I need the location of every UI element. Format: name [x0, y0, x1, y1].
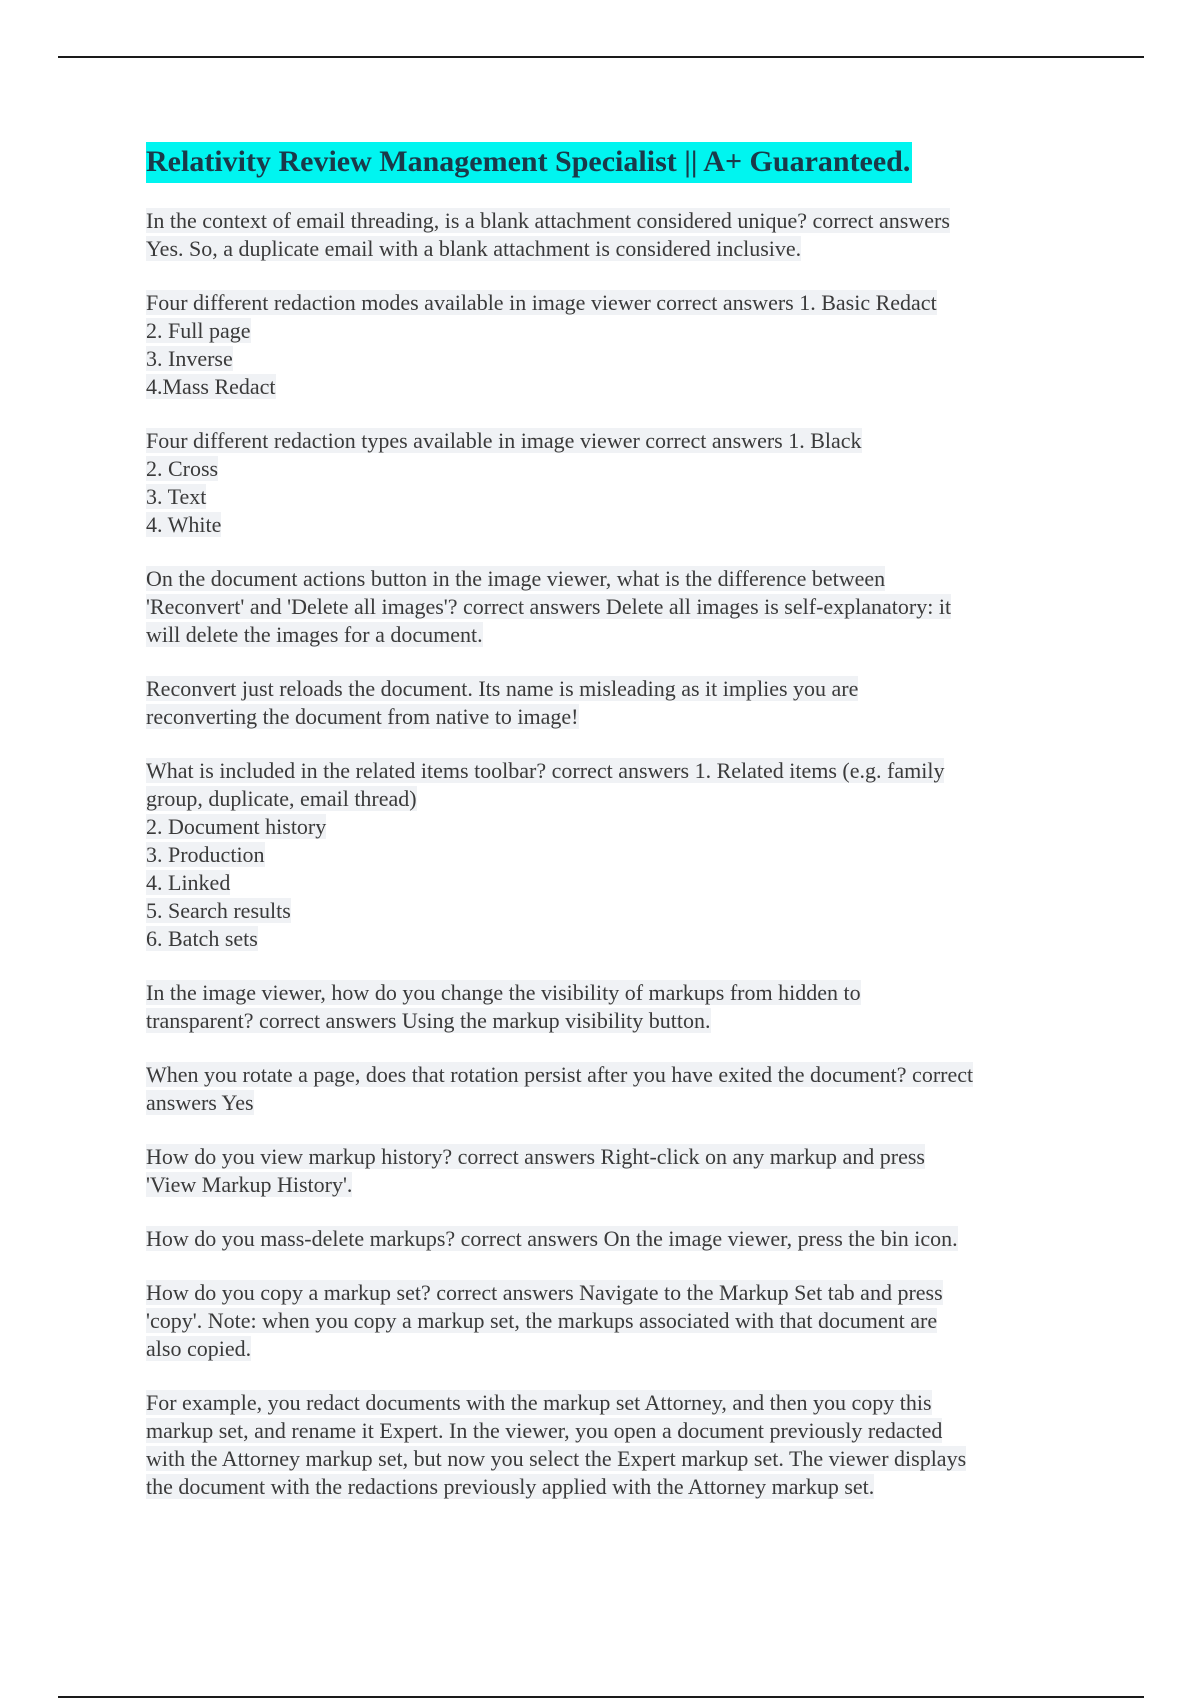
text-line-content: will delete the images for a document.: [146, 622, 483, 647]
text-line-content: 'Reconvert' and 'Delete all images'? correct answers Delete all images is self-explanatory: it: [146, 594, 952, 619]
text-line: [146, 757, 1066, 785]
text-line-content: In the context of email threading, is a blank attachment considered unique? correct answers: [146, 208, 950, 233]
text-line-content: For example, you redact documents with the markup set Attorney, and then you copy this: [146, 1390, 932, 1415]
text-line: [146, 1171, 1066, 1199]
text-line: [146, 289, 1066, 317]
document-title: Relativity Review Management Specialist || A+ Guaranteed.: [146, 142, 912, 183]
qa-paragraph: [146, 289, 1066, 401]
text-line: [146, 979, 1066, 1007]
text-line: [146, 1389, 1066, 1417]
text-line-content: markup set, and rename it Expert. In the viewer, you open a document previously redacted: [146, 1418, 943, 1443]
text-line-content: answers Yes: [146, 1090, 254, 1115]
text-line: [146, 1143, 1066, 1171]
qa-paragraph: [146, 1225, 1066, 1253]
top-rule: [58, 56, 1144, 58]
text-line-content: 3. Inverse: [146, 346, 233, 371]
qa-paragraph: [146, 1061, 1066, 1117]
text-line: [146, 1061, 1066, 1089]
text-line-content: group, duplicate, email thread): [146, 786, 417, 811]
text-line: [146, 593, 1066, 621]
text-line: [146, 345, 1066, 373]
text-line-content: with the Attorney markup set, but now you select the Expert markup set. The viewer displays: [146, 1446, 967, 1471]
text-line: [146, 813, 1066, 841]
text-line: [146, 317, 1066, 345]
text-line: [146, 897, 1066, 925]
text-line-content: 6. Batch sets: [146, 926, 258, 951]
text-line-content: What is included in the related items toolbar? correct answers 1. Related items (e.g. family: [146, 758, 945, 783]
text-line: [146, 785, 1066, 813]
text-line-content: 4.Mass Redact: [146, 374, 276, 399]
text-line-content: 3. Text: [146, 484, 207, 509]
qa-paragraph: [146, 675, 1066, 731]
qa-paragraph: [146, 427, 1066, 539]
text-line: [146, 1473, 1066, 1501]
qa-paragraph: [146, 979, 1066, 1035]
text-line-content: How do you view markup history? correct answers Right-click on any markup and press: [146, 1144, 925, 1169]
text-line-content: also copied.: [146, 1336, 252, 1361]
text-line-content: 5. Search results: [146, 898, 291, 923]
text-line-content: 'copy'. Note: when you copy a markup set, the markups associated with that document are: [146, 1308, 938, 1333]
text-line-content: 3. Production: [146, 842, 265, 867]
text-line-content: 4. Linked: [146, 870, 231, 895]
qa-paragraph: [146, 1389, 1066, 1501]
text-line-content: 4. White: [146, 512, 222, 537]
text-line-content: transparent? correct answers Using the markup visibility button.: [146, 1008, 711, 1033]
text-line-content: 'View Markup History'.: [146, 1172, 353, 1197]
text-line-content: Yes. So, a duplicate email with a blank attachment is considered inclusive.: [146, 236, 802, 261]
text-line-content: When you rotate a page, does that rotation persist after you have exited the document? correct: [146, 1062, 974, 1087]
text-line-content: Four different redaction types available in image viewer correct answers 1. Black: [146, 428, 862, 453]
text-line-content: How do you copy a markup set? correct answers Navigate to the Markup Set tab and press: [146, 1280, 943, 1305]
text-line: [146, 675, 1066, 703]
text-line: [146, 235, 1066, 263]
qa-paragraph: [146, 1279, 1066, 1363]
text-line: [146, 1089, 1066, 1117]
qa-paragraph: [146, 565, 1066, 649]
text-line: [146, 1279, 1066, 1307]
qa-paragraph: [146, 757, 1066, 953]
qa-paragraph: [146, 1143, 1066, 1199]
text-line-content: On the document actions button in the image viewer, what is the difference between: [146, 566, 886, 591]
text-line: [146, 703, 1066, 731]
text-line-content: the document with the redactions previously applied with the Attorney markup set.: [146, 1474, 875, 1499]
text-line: [146, 1417, 1066, 1445]
text-line: [146, 427, 1066, 455]
text-line: [146, 1445, 1066, 1473]
text-line: [146, 869, 1066, 897]
text-line-content: How do you mass-delete markups? correct answers On the image viewer, press the bin icon.: [146, 1226, 958, 1251]
text-line-content: 2. Full page: [146, 318, 251, 343]
bottom-rule: [58, 1696, 1144, 1698]
text-line: [146, 621, 1066, 649]
text-line: [146, 1007, 1066, 1035]
text-line: [146, 1225, 1066, 1253]
text-line: [146, 565, 1066, 593]
text-line: [146, 373, 1066, 401]
text-line-content: In the image viewer, how do you change the visibility of markups from hidden to: [146, 980, 861, 1005]
text-line-content: Four different redaction modes available in image viewer correct answers 1. Basic Redact: [146, 290, 937, 315]
text-line: [146, 1307, 1066, 1335]
document-body: [146, 142, 1066, 1527]
text-line: [146, 841, 1066, 869]
text-line: [146, 511, 1066, 539]
text-line-content: Reconvert just reloads the document. Its name is misleading as it implies you are: [146, 676, 859, 701]
text-line-content: 2. Cross: [146, 456, 219, 481]
text-line: [146, 483, 1066, 511]
text-line-content: reconverting the document from native to image!: [146, 704, 579, 729]
qa-paragraph: [146, 207, 1066, 263]
text-line: [146, 1335, 1066, 1363]
qa-list: [146, 207, 1066, 1501]
text-line: [146, 455, 1066, 483]
text-line: [146, 207, 1066, 235]
text-line-content: 2. Document history: [146, 814, 327, 839]
text-line: [146, 925, 1066, 953]
